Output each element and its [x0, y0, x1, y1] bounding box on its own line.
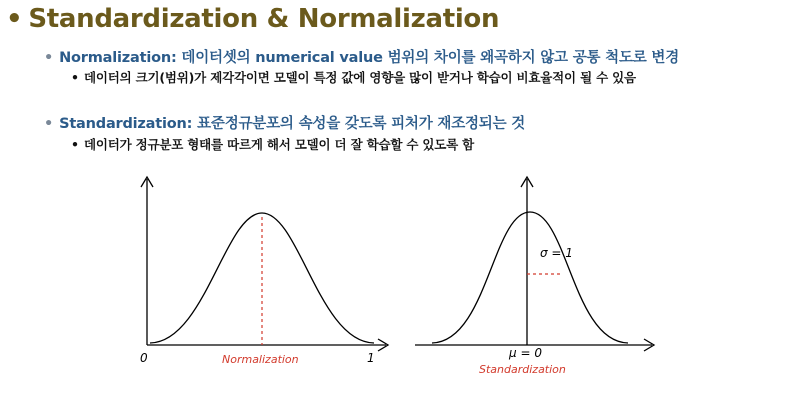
standardization-figure: [415, 177, 654, 376]
sub-bullet-normalization-text: 데이터의 크기(범위)가 제각각이면 모델이 특정 값에 영향을 많이 받거나 학습이 비효율적이 될 수 있음: [84, 70, 636, 85]
bullet-normalization-text: Normalization: 데이터셋의 numerical value 범위의 차이를 왜곡하지 않고 공통 척도로 변경: [59, 50, 680, 66]
bullet-standardization: [44, 112, 525, 133]
sub-bullet-dot: •: [71, 137, 79, 152]
normalization-figure: [140, 177, 388, 366]
left-axis-start-label: 0: [140, 351, 148, 365]
sub-bullet-dot: •: [71, 70, 79, 85]
mu-label: μ = 0: [509, 346, 542, 360]
bullet-dot: •: [44, 50, 54, 66]
slide-title: [6, 4, 499, 34]
normalization-caption: Normalization: [222, 353, 299, 366]
sub-bullet-standardization: [71, 136, 774, 154]
sub-bullet-normalization: [71, 69, 774, 87]
standardization-curve: [432, 212, 628, 343]
title-text: Standardization & Normalization: [28, 4, 500, 34]
title-bullet: •: [6, 4, 23, 34]
sigma-label: σ = 1: [540, 246, 573, 260]
left-axis-end-label: 1: [367, 351, 375, 365]
standardization-caption: Standardization: [479, 363, 566, 376]
distribution-figures: [0, 165, 795, 401]
bullet-normalization: [44, 46, 679, 67]
bullet-dot: •: [44, 116, 54, 132]
bullet-standardization-text: Standardization: 표준정규분포의 속성을 갖도록 피처가 재조정되는 것: [59, 116, 526, 132]
sub-bullet-standardization-text: 데이터가 정규분포 형태를 따르게 해서 모델이 더 잘 학습할 수 있도록 함: [84, 137, 475, 152]
